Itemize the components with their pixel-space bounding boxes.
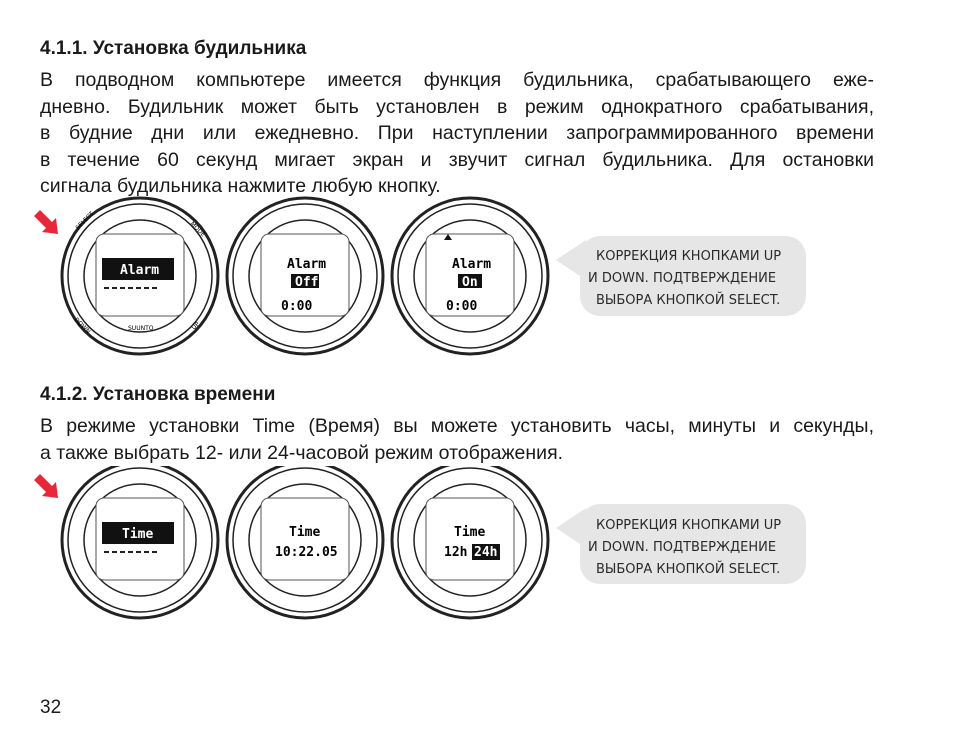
watch-time: 0:00 bbox=[281, 299, 313, 314]
watch-alarm-off bbox=[227, 198, 383, 354]
time-figure-svg bbox=[0, 466, 954, 626]
alarm-paragraph-line: в течение 60 секунд мигает экран и звучит сигнал будильника. Для остановки bbox=[40, 148, 874, 171]
watch-time-clock bbox=[227, 466, 383, 618]
up-label: UP bbox=[190, 320, 202, 332]
watch-title: Time bbox=[454, 525, 486, 540]
watch-title: Alarm bbox=[452, 257, 492, 272]
watch-value: On bbox=[462, 275, 478, 290]
alarm-paragraph-line: дневно. Будильник может быть установлен в режим однократного срабатывания, bbox=[40, 95, 874, 118]
select-label: SELECT bbox=[74, 210, 96, 232]
watch-value: Off bbox=[295, 275, 319, 290]
alarm-paragraph-line: сигнала будильника нажмите любую кнопку. bbox=[40, 175, 441, 197]
watch-time: 0:00 bbox=[446, 299, 478, 314]
watch-time-format bbox=[392, 466, 548, 618]
alarm-figure-svg bbox=[0, 196, 954, 356]
mode-label: MODE bbox=[188, 220, 207, 239]
alarm-figure bbox=[0, 196, 954, 356]
callout-line: И DOWN. ПОДТВЕРЖДЕНИЕ bbox=[588, 540, 777, 555]
alarm-paragraph-line: В подводном компьютере имеется функция будильника, срабатывающего еже- bbox=[40, 69, 874, 91]
brand-label: SUUNTO bbox=[128, 325, 154, 332]
time-paragraph bbox=[40, 413, 874, 466]
time-paragraph-line: В режиме установки Time (Время) вы можете установить часы, минуты и секунды, bbox=[40, 415, 874, 437]
section-heading-time: 4.1.2. Установка времени bbox=[40, 384, 276, 405]
watch-title: Time bbox=[289, 525, 321, 540]
watch-time-select bbox=[62, 466, 218, 618]
down-label: DOWN bbox=[72, 316, 92, 336]
watch-title: Alarm bbox=[287, 257, 327, 272]
time-figure bbox=[0, 466, 954, 626]
callout-line: И DOWN. ПОДТВЕРЖДЕНИЕ bbox=[588, 271, 777, 286]
watch-title: Time bbox=[122, 527, 154, 542]
page-number: 32 bbox=[40, 697, 62, 718]
arrow-icon bbox=[34, 210, 58, 234]
callout-alarm bbox=[556, 236, 806, 316]
watch-value-selected: 24h bbox=[474, 545, 498, 560]
watch-title: Alarm bbox=[120, 263, 160, 278]
watch-alarm-select bbox=[62, 198, 218, 354]
watch-alarm-on bbox=[392, 198, 548, 354]
callout-time bbox=[556, 504, 806, 584]
alarm-paragraph-line: в будние дни или ежедневно. При наступлении запрограммированного времени bbox=[40, 122, 874, 144]
time-paragraph-line: а также выбрать 12- или 24-часовой режим отображения. bbox=[40, 441, 564, 464]
callout-line: КОРРЕКЦИЯ КНОПКАМИ UP bbox=[596, 249, 782, 264]
callout-line: КОРРЕКЦИЯ КНОПКАМИ UP bbox=[596, 518, 782, 533]
alarm-paragraph bbox=[40, 67, 874, 200]
callout-line: ВЫБОРА КНОПКОЙ SELECT. bbox=[596, 293, 781, 308]
watch-value: 12h bbox=[444, 545, 468, 560]
arrow-icon bbox=[34, 474, 58, 498]
section-heading-alarm: 4.1.1. Установка будильника bbox=[40, 38, 307, 59]
watch-value: 10:22.05 bbox=[275, 545, 338, 560]
callout-line: ВЫБОРА КНОПКОЙ SELECT. bbox=[596, 562, 781, 577]
